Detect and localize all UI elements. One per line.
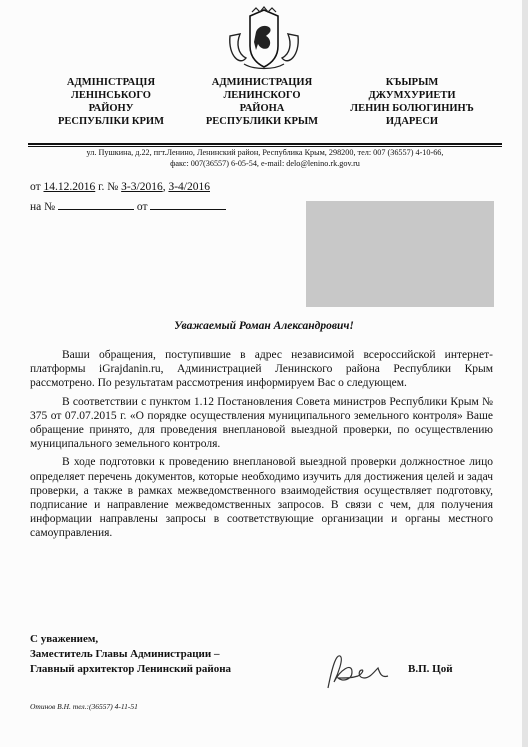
header-crimean-tatar: КЪЫРЫМ ДЖУМХУРИЕТИ ЛЕНИН БОЛЮГИНИНЪ ИДАРЕСИ — [350, 77, 474, 127]
reference-number-1: З-3/2016 — [121, 181, 163, 193]
header-divider — [28, 143, 502, 145]
reference-number-2: З-4/2016 — [168, 181, 210, 193]
executor-contact: Отинов В.Н. тел.:(36557) 4-11-51 — [30, 702, 138, 711]
scan-edge — [522, 0, 528, 747]
incoming-date-blank — [150, 199, 226, 210]
reference-incoming: на № от — [30, 199, 226, 213]
signatory-name: В.П. Цой — [408, 663, 453, 675]
reference-date: 14.12.2016 — [43, 181, 96, 193]
header-russian: АДМИНИСТРАЦИЯ ЛЕНИНСКОГО РАЙОНА РЕСПУБЛИКИ КРЫМ — [205, 77, 319, 127]
handwritten-signature — [322, 648, 394, 696]
paragraph-2: В соответствии с пунктом 1.12 Постановления Совета министров Республики Крым № 375 от 07.07.2015 г. «О порядке осуществления муниципального земельного контроля» Ваше обращение принято, для проведения внеплановой выездной проверки, по осуществлению муниципального земельного контроля. — [30, 395, 493, 451]
crimea-coat-of-arms-icon — [226, 6, 302, 72]
incoming-number-blank — [58, 199, 134, 210]
paragraph-3: В ходе подготовки к проведению внеплановой выездной проверки должностное лицо определяет перечень документов, которые необходимо изучить для достижения целей и задач проверки, а также в рамках межведомственного взаимодействия осуществляет подготовку, подписание и направление межведомственных запросов. В связи с чем, для получения информации направлены запросы в соответствующие организации и органы местного самоуправления. — [30, 456, 493, 540]
reference-outgoing: от 14.12.2016 г. № З-3/2016, З-4/2016 — [30, 181, 210, 193]
closing-block: С уважением, Заместитель Главы Администрации – Главный архитектор Ленинский района — [30, 633, 232, 675]
address-block: ул. Пушкина, д.22, пгт.Ленино, Ленинский район, Республика Крым, 298200, тел: 007 (36557) 4-10-66, факс: 007(36557) 6-05-54, e-mail: delo@lenino.rk.gov.ru — [86, 148, 444, 168]
letter-body — [30, 348, 493, 545]
greeting: Уважаемый Роман Александрович! — [174, 320, 354, 332]
header-ukrainian: АДМІНІСТРАЦІЯ ЛЕНІНСЬКОГО РАЙОНУ РЕСПУБЛІКИ КРИМ — [58, 77, 164, 127]
redacted-recipient-block — [306, 201, 494, 307]
paragraph-1: Ваши обращения, поступившие в адрес независимой всероссийской интернет-платформы iGrajdanin.ru, Администрацией Ленинского района Республики Крым рассмотрено. По результатам рассмотрения информируем Вас о следующем. — [30, 349, 493, 390]
